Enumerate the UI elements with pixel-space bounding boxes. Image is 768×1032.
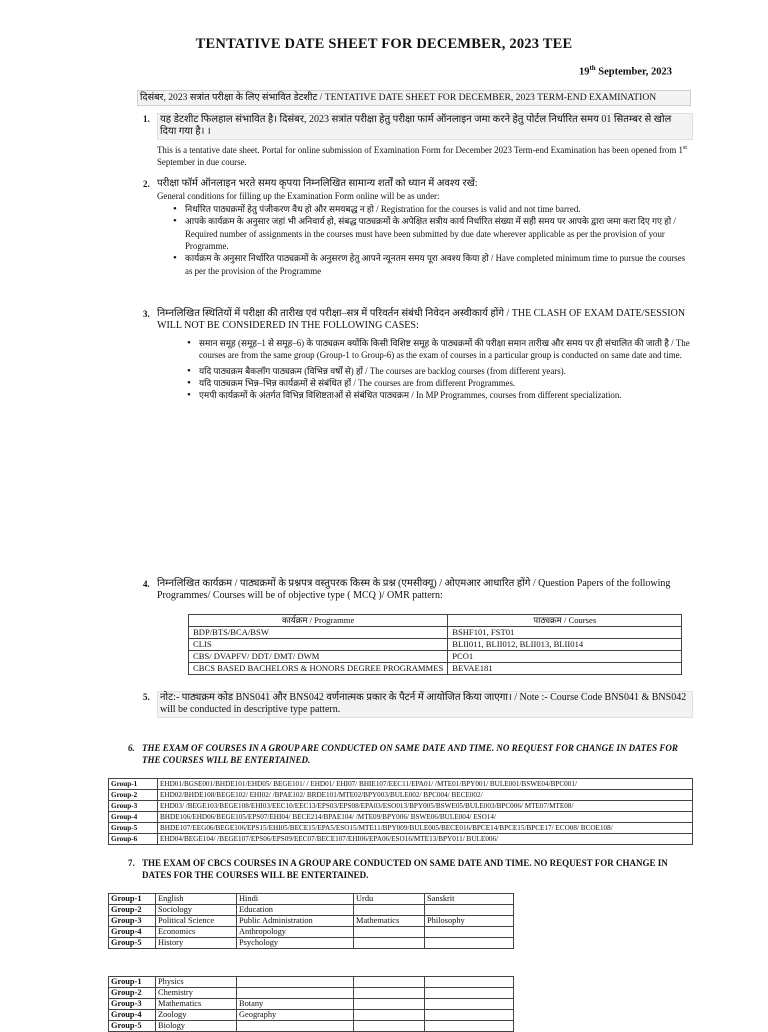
table-cell xyxy=(425,977,514,988)
date-rest: September, 2023 xyxy=(595,66,672,78)
section-5-text: नोट:- पाठ्यक्रम कोड BNS041 और BNS042 वर्णनात्मक प्रकार के पैटर्न में आयोजित किया जाएगा। / Note :- Course Code BNS041 & BNS042 will be conducted in descriptive type pattern. xyxy=(157,691,693,718)
group-label: Group-4 xyxy=(109,927,156,938)
conditions-list xyxy=(171,203,693,277)
table-row xyxy=(109,977,514,988)
section-6 xyxy=(128,742,687,766)
section-4 xyxy=(143,578,693,603)
section-3-text: निम्नलिखित स्थितियों में परीक्षा की तारीख एवं परीक्षा–सत्र में परिवर्तन संबंधी निवेदन अस्वीकार्य होंगे / THE CLASH OF EXAM DATE/SESSION WILL NOT BE CONSIDERED IN THE FOLLOWING CASES: xyxy=(157,308,686,332)
section-6-text: THE EXAM OF COURSES IN A GROUP ARE CONDUCTED ON SAME DATE AND TIME. NO REQUEST FOR CHANGE IN DATES FOR THE COURSES WILL BE ENTERTAINED. xyxy=(142,743,678,765)
list-item: • कार्यक्रम के अनुसार निर्धारित पाठ्यक्रमों के अनुसरण हेतु आपने न्यूनतम समय पूरा अवश्य किया हो / Have completed minimum time to pursue the courses as per the provision of the Programme xyxy=(171,252,693,277)
table-cell xyxy=(354,988,425,999)
table-cell xyxy=(425,1010,514,1021)
group-label: Group-2 xyxy=(109,988,156,999)
table-cell xyxy=(354,999,425,1010)
mcq-programmes-table xyxy=(188,614,682,675)
table-cell xyxy=(425,999,514,1010)
table-cell: Mathematics xyxy=(354,916,425,927)
table-row xyxy=(109,834,693,845)
table-cell xyxy=(425,988,514,999)
table-row xyxy=(109,801,693,812)
table-cell xyxy=(354,927,425,938)
table-cell: PCO1 xyxy=(448,651,682,663)
list-item: • समान समूह (समूह–1 से समूह–6) के पाठ्यक्रम क्योंकि किसी विशिष्ट समूह के पाठ्यक्रमों की परीक्षा समान तारीख और समय पर ही संचालित की जाती है / The courses are from the same group (Group-1 to Group-6) as the exam of courses in a particular group is conducted on same date and time. xyxy=(185,337,693,362)
section-number: 5. xyxy=(143,692,150,702)
table-cell: Mathematics xyxy=(156,999,237,1010)
table-row xyxy=(109,988,514,999)
group-label: Group-4 xyxy=(109,1010,156,1021)
table-cell: Sociology xyxy=(156,905,237,916)
group-courses: EHD02/BHDE108/BEGE102/ EHI02/ /BPAE102/ BRDE101/MTE02/BPY003/BULE002/ BPC004/ BECE002/ xyxy=(158,790,693,801)
table-cell: Sanskrit xyxy=(425,894,514,905)
group-courses: BHDE106/EHD06/BEGE105/EPS07/EHI04/ BECE214/BPAE104/ /MTE09/BPY006/ BSWE06/BULE004/ ESO14/ xyxy=(158,812,693,823)
table-cell: Anthropology xyxy=(237,927,354,938)
group-label: Group-5 xyxy=(109,823,158,834)
subheading: दिसंबर, 2023 सत्रांत परीक्षा के लिए संभावित डेटशीट / TENTATIVE DATE SHEET FOR DECEMBER, 2023 TERM-END EXAMINATION xyxy=(137,90,691,106)
table-cell: Zoology xyxy=(156,1010,237,1021)
group-label: Group-2 xyxy=(109,790,158,801)
table-header-row xyxy=(189,615,682,627)
table-cell: BEVAE181 xyxy=(448,663,682,675)
section-number: 1. xyxy=(143,114,150,124)
table-cell xyxy=(425,938,514,949)
table-cell: BDP/BTS/BCA/BSW xyxy=(189,627,448,639)
table-cell xyxy=(425,927,514,938)
cbcs-groups-table-arts xyxy=(108,893,514,949)
table-cell xyxy=(237,977,354,988)
table-row xyxy=(109,938,514,949)
section-number: 4. xyxy=(143,579,150,589)
section-number: 7. xyxy=(128,858,135,868)
group-courses: BHDE107/EEG06/BEGE106/EPS15/EHI05/BECE15/EPA5/ESO15/MTE11/BPY009/BULE005/BECE016/BPCE14/BPCE15/BPCE17/ ECO08/ BCOE108/ xyxy=(158,823,693,834)
table-cell: CBCS BASED BACHELORS & HONORS DEGREE PROGRAMMES xyxy=(189,663,448,675)
table-row xyxy=(109,927,514,938)
section-3 xyxy=(143,308,693,402)
table-cell: English xyxy=(156,894,237,905)
table-cell: Physics xyxy=(156,977,237,988)
table-cell xyxy=(354,1010,425,1021)
table-cell xyxy=(354,905,425,916)
table-cell: CLIS xyxy=(189,639,448,651)
table-row xyxy=(189,627,682,639)
table-cell: Biology xyxy=(156,1021,237,1032)
table-row xyxy=(109,812,693,823)
list-item: • आपके कार्यक्रम के अनुसार जहां भी अनिवार्य हो, संबद्ध पाठ्यक्रमों के अपेक्षित सत्रीय कार्य निर्धारित संख्या में सही समय पर आपके द्वारा जमा करा दिए गए हो / Required number of assignments in the courses must have been submitted by due date wherever applicable as per the provision of your Programme. xyxy=(171,215,693,252)
section-1-hindi: यह डेटशीट फिलहाल संभावित है। दिसंबर, 2023 सत्रांत परीक्षा हेतु परीक्षा फार्म ऑनलाइन जमा करने हेतु पोर्टल निर्धारित समय 01 सितम्बर से खोल दिया गया है। । xyxy=(157,113,693,140)
table-cell xyxy=(354,938,425,949)
section-number: 2. xyxy=(143,179,150,189)
table-row xyxy=(109,1021,514,1032)
table-cell: Philosophy xyxy=(425,916,514,927)
group-label: Group-3 xyxy=(109,801,158,812)
group-label: Group-1 xyxy=(109,977,156,988)
group-label: Group-2 xyxy=(109,905,156,916)
section-1 xyxy=(143,113,693,169)
section-4-text: निम्नलिखित कार्यक्रम / पाठ्यक्रमों के प्रश्नपत्र वस्तुपरक किस्म के प्रश्न (एमसीक्यू) / ओएमआर आधारित होंगे / Question Papers of the following Programmes/ Courses will be of objective type ( MCQ )/ OMR pattern: xyxy=(157,578,671,602)
group-label: Group-3 xyxy=(109,999,156,1010)
table-row xyxy=(109,916,514,927)
column-header: पाठ्यक्रम / Courses xyxy=(448,615,682,627)
group-label: Group-1 xyxy=(109,779,158,790)
list-item: • यदि पाठ्यक्रम भिन्न–भिन्न कार्यक्रमों से संबंधित हों / The courses are from different Programmes. xyxy=(185,377,693,389)
table-row xyxy=(189,651,682,663)
table-row xyxy=(109,823,693,834)
table-cell: BLII011, BLII012, BLII013, BLII014 xyxy=(448,639,682,651)
group-label: Group-1 xyxy=(109,894,156,905)
section-1-english-a: This is a tentative date sheet. Portal for online submission of Examination Form for December 2023 Term-end Examination has been opened from 1 xyxy=(157,144,683,155)
table-row xyxy=(109,905,514,916)
date-suffix: th xyxy=(589,64,596,72)
table-cell: Botany xyxy=(237,999,354,1010)
section-2-hindi: परीक्षा फॉर्म ऑनलाइन भरते समय कृपया निम्नलिखित सामान्य शर्तों को ध्यान में अवश्य रखें: xyxy=(157,178,478,189)
group-label: Group-3 xyxy=(109,916,156,927)
table-cell: Urdu xyxy=(354,894,425,905)
table-cell: Geography xyxy=(237,1010,354,1021)
table-cell: Hindi xyxy=(237,894,354,905)
column-header: कार्यक्रम / Programme xyxy=(189,615,448,627)
group-label: Group-5 xyxy=(109,1021,156,1032)
list-item: • एमपी कार्यक्रमों के अंतर्गत विभिन्न विशिष्टताओं से संबंधित पाठ्यक्रम / In MP Programmes, courses from different specialization. xyxy=(185,389,693,401)
table-cell xyxy=(354,977,425,988)
section-7 xyxy=(128,857,690,881)
table-row xyxy=(109,790,693,801)
section-2-english: General conditions for filling up the Examination Form online will be as under: xyxy=(157,191,440,202)
group-label: Group-4 xyxy=(109,812,158,823)
clash-cases-list xyxy=(185,337,693,402)
table-row xyxy=(189,639,682,651)
list-item: • निर्धारित पाठ्यक्रमों हेतु पंजीकरण वैध हो और समयबद्ध न हो / Registration for the courses is valid and not time barred. xyxy=(171,203,693,215)
table-cell: BSHF101, FST01 xyxy=(448,627,682,639)
section-1-english-sup: st xyxy=(682,144,687,151)
group-courses: EHD03/ /BEGE103/BEGE108/EHI03/EEC10/EEC13/EPS03/EPS08/EPA03/ESO013/BPY005/BSWE05/BULE003/BPC006/ MTE07/MTE08/ xyxy=(158,801,693,812)
section-7-text: THE EXAM OF CBCS COURSES IN A GROUP ARE CONDUCTED ON SAME DATE AND TIME. NO REQUEST FOR CHANGE IN DATES FOR THE COURSES WILL BE ENTERTAINED. xyxy=(142,858,668,880)
section-2 xyxy=(143,178,693,277)
table-cell xyxy=(425,1021,514,1032)
table-cell xyxy=(425,905,514,916)
course-groups-table xyxy=(108,778,693,845)
table-cell: Chemistry xyxy=(156,988,237,999)
table-cell: History xyxy=(156,938,237,949)
table-cell xyxy=(237,988,354,999)
table-cell: Political Science xyxy=(156,916,237,927)
page-title: TENTATIVE DATE SHEET FOR DECEMBER, 2023 TEE xyxy=(195,36,573,52)
table-row xyxy=(109,999,514,1010)
table-row xyxy=(109,894,514,905)
section-5 xyxy=(143,691,693,718)
list-item: • यदि पाठ्यक्रम बैकलॉग पाठ्यक्रम (विभिन्न वर्षों से) हों / The courses are backlog courses (from different years). xyxy=(185,365,693,377)
table-cell xyxy=(237,1021,354,1032)
group-courses: EHD04/BEGE104/ /BEGE107/EPS06/EPS09/EEC07/BECE107/EHI06/EPA06/ESO16/MTE13/BPY011/ BULE006/ xyxy=(158,834,693,845)
issue-date xyxy=(579,64,672,78)
group-label: Group-5 xyxy=(109,938,156,949)
section-1-english-b: September in due course. xyxy=(157,157,247,168)
table-row xyxy=(109,779,693,790)
group-label: Group-6 xyxy=(109,834,158,845)
date-day: 19 xyxy=(578,66,590,78)
table-cell: Public Administration xyxy=(237,916,354,927)
table-row xyxy=(109,1010,514,1021)
table-cell: CBS/ DVAPFV/ DDT/ DMT/ DWM xyxy=(189,651,448,663)
table-cell: Economics xyxy=(156,927,237,938)
table-cell: Education xyxy=(237,905,354,916)
group-courses: EHD01/BGSE001/BHDE101/EHD05/ BEGE101/ / EHD01/ EHI07/ BHIE107/EEC11/EPA01/ /MTE01/BPY001/ BULE001/BSWE04/BPC001/ xyxy=(158,779,693,790)
section-number: 3. xyxy=(143,309,150,319)
table-row xyxy=(189,663,682,675)
table-cell xyxy=(354,1021,425,1032)
table-cell: Psychology xyxy=(237,938,354,949)
section-1-english xyxy=(157,142,693,169)
section-number: 6. xyxy=(128,743,135,753)
